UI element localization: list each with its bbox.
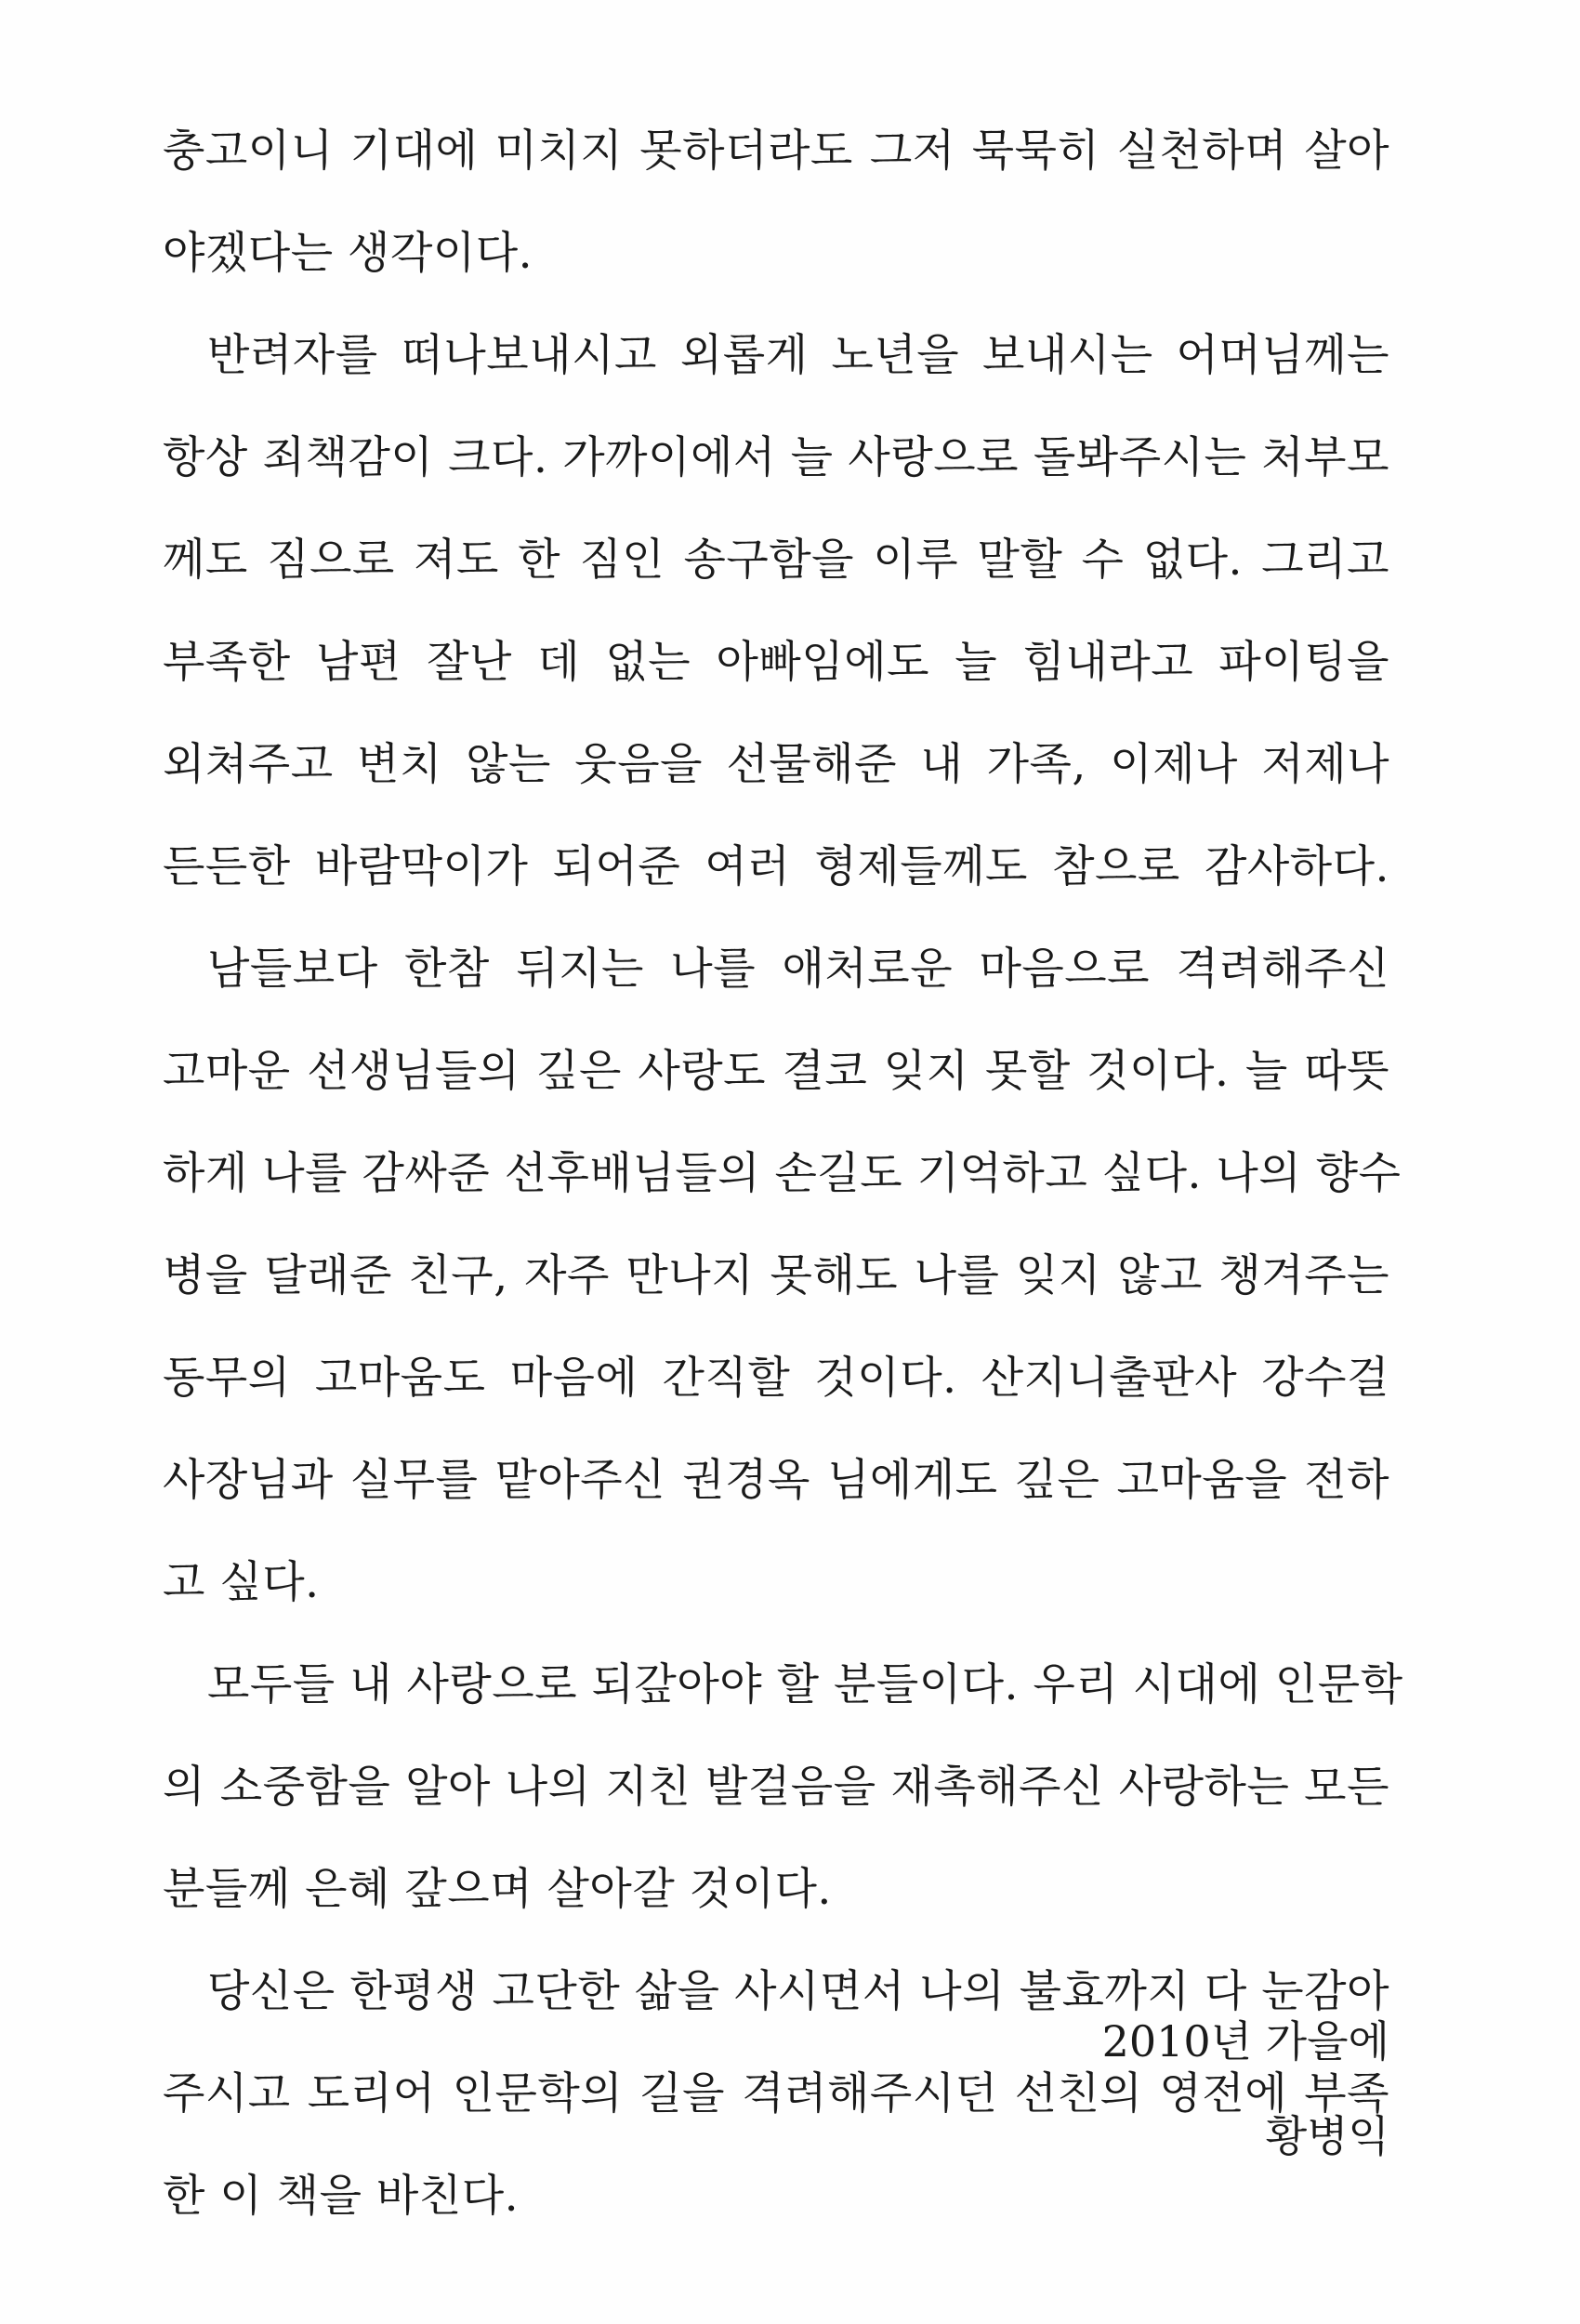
text-line: 반려자를 떠나보내시고 외롭게 노년을 보내시는 어머님께는 bbox=[207, 330, 1389, 381]
text-line: 병을 달래준 친구, 자주 만나지 못해도 나를 잊지 않고 챙겨주는 bbox=[163, 1250, 1389, 1301]
text-line: 든든한 바람막이가 되어준 여러 형제들께도 참으로 감사하다. bbox=[163, 841, 1389, 892]
text-line: 주시고 도리어 인문학의 길을 격려해주시던 선친의 영전에 부족 bbox=[163, 2068, 1389, 2119]
text-line: 충고이니 기대에 미치지 못하더라도 그저 묵묵히 실천하며 살아 bbox=[163, 125, 1389, 177]
text-line: 분들께 은혜 갚으며 살아갈 것이다. bbox=[163, 1864, 832, 1915]
signature-date: 2010년 가을에 bbox=[1101, 2016, 1389, 2067]
text-line: 하게 나를 감싸준 선후배님들의 손길도 기억하고 싶다. 나의 향수 bbox=[163, 1148, 1402, 1199]
text-line: 야겠다는 생각이다. bbox=[163, 228, 533, 279]
text-line: 당신은 한평생 고단한 삶을 사시면서 나의 불효까지 다 눈감아 bbox=[207, 1966, 1389, 2017]
text-line: 께도 짐으로 져도 한 짐인 송구함을 이루 말할 수 없다. 그리고 bbox=[163, 535, 1389, 586]
text-line: 의 소중함을 알아 나의 지친 발걸음을 재촉해주신 사랑하는 모든 bbox=[163, 1762, 1389, 1813]
text-line: 고마운 선생님들의 깊은 사랑도 결코 잊지 못할 것이다. 늘 따뜻 bbox=[163, 1046, 1389, 1097]
text-line: 동무의 고마움도 마음에 간직할 것이다. 산지니출판사 강수걸 bbox=[163, 1353, 1389, 1404]
text-line: 고 싶다. bbox=[163, 1557, 320, 1608]
text-line: 모두들 내 사랑으로 되갚아야 할 분들이다. 우리 시대에 인문학 bbox=[207, 1659, 1403, 1710]
text-line: 남들보다 한참 뒤지는 나를 애처로운 마음으로 격려해주신 bbox=[207, 944, 1389, 995]
text-line: 외쳐주고 변치 않는 웃음을 선물해준 내 가족, 이제나 저제나 bbox=[163, 739, 1389, 790]
text-line: 부족한 남편 잘난 데 없는 아빠임에도 늘 힘내라고 파이팅을 bbox=[163, 637, 1389, 688]
text-line: 한 이 책을 바친다. bbox=[163, 2171, 520, 2222]
body-text bbox=[163, 100, 1403, 2248]
signature-author: 황병익 bbox=[1265, 2111, 1389, 2161]
text-line: 사장님과 실무를 맡아주신 권경옥 님에게도 깊은 고마움을 전하 bbox=[163, 1455, 1389, 1506]
text-line: 항상 죄책감이 크다. 가까이에서 늘 사랑으로 돌봐주시는 처부모 bbox=[163, 432, 1389, 483]
